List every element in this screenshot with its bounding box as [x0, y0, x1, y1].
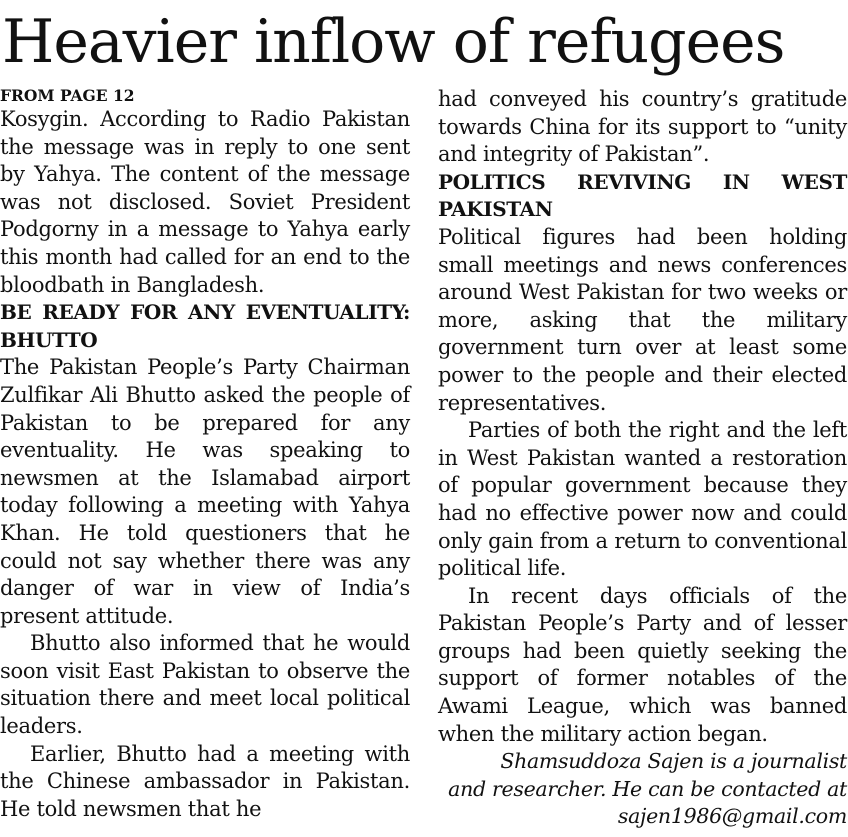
left-paragraph-4: Earlier, Bhutto had a meeting with the Chinese ambassador in Pakistan. He told newsmen that he [0, 741, 410, 821]
left-paragraph-1: Kosygin. According to Radio Pakistan the message was in reply to one sent by Yahya. The content of the message was not disclosed. Soviet President Podgorny in a message to Yahya early this month had called for an end to the bloodbath in Bangladesh. [0, 107, 410, 297]
article-headline: Heavier inflow of refugees [2, 7, 785, 77]
left-paragraph-3: Bhutto also informed that he would soon visit East Pakistan to observe the situation there and meet local political leaders. [0, 631, 410, 739]
author-byline [438, 748, 847, 831]
left-paragraph-2: The Pakistan People’s Party Chairman Zulfikar Ali Bhutto asked the people of Pakistan to be prepared for any eventuality. He was speaking to newsmen at the Islamabad airport today following a meeting with Yahya Khan. He told questioners that he could not say whether there was any danger of war in view of India’s present attitude. [0, 355, 410, 628]
right-paragraph-1: had conveyed his country’s gratitude towards China for its support to “unity and integrity of Pakistan”. [438, 87, 847, 167]
byline-line-2: and researcher. He can be contacted at [448, 776, 847, 801]
subhead-bhutto: BE READY FOR ANY EVENTUALITY: BHUTTO [0, 300, 410, 352]
byline-email[interactable]: sajen1986@gmail.com [617, 804, 847, 829]
subhead-politics: POLITICS REVIVING IN WEST PAKISTAN [438, 169, 847, 222]
right-paragraph-2: Political figures had been holding small meetings and news conferences around West Pakistan for two weeks or more, asking that the military government turn over at least some power to the people and their elected representatives. [438, 224, 847, 415]
right-paragraph-3: Parties of both the right and the left in West Pakistan wanted a restoration of popular government because they had no effective power now and could only gain from a return to conventional political life. [438, 418, 847, 581]
right-paragraph-4: In recent days officials of the Pakistan People’s Party and of lesser groups had been quietly seeking the support of former notables of the Awami League, which was banned when the military action began. [438, 583, 847, 746]
byline-line-1: Shamsuddoza Sajen is a journalist [500, 749, 847, 774]
right-column [438, 86, 847, 831]
left-column [0, 86, 410, 823]
continued-from-kicker: FROM PAGE 12 [0, 86, 135, 105]
